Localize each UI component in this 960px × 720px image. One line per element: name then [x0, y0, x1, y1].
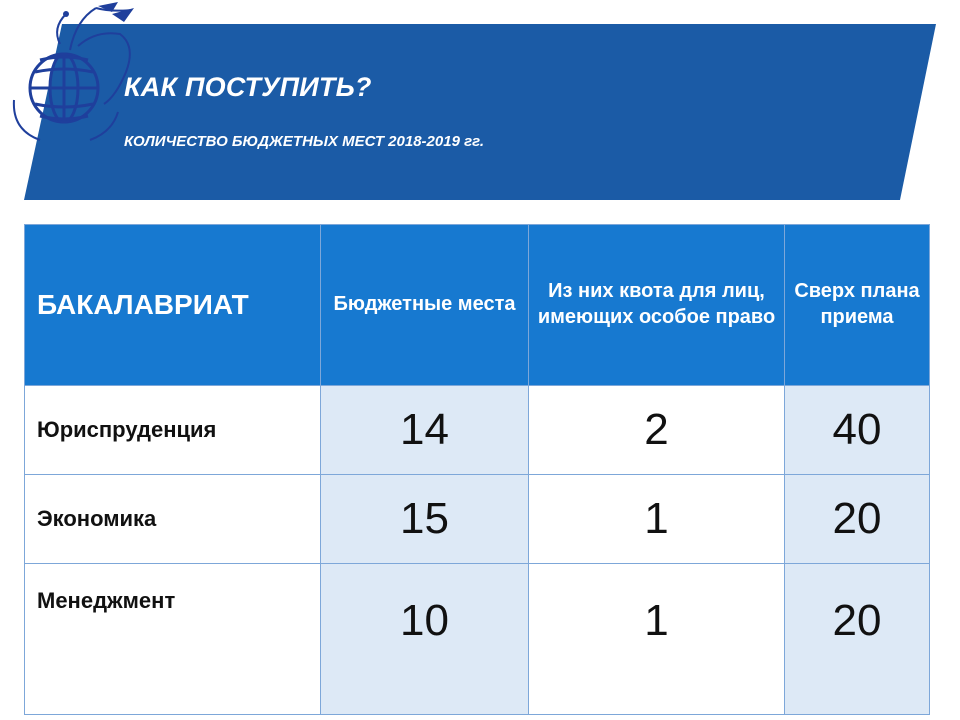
header-banner — [0, 0, 960, 210]
extra-plan-value: 40 — [785, 386, 930, 475]
table-row — [25, 386, 930, 475]
quota-value: 1 — [529, 564, 785, 715]
quota-value: 1 — [529, 475, 785, 564]
page-title: КАК ПОСТУПИТЬ? — [124, 72, 372, 102]
extra-plan-value: 20 — [785, 564, 930, 715]
extra-plan-value: 20 — [785, 475, 930, 564]
budget-places-table — [24, 224, 930, 715]
column-header-extra: Сверх плана приема — [785, 225, 930, 386]
table-row — [25, 475, 930, 564]
table-row — [25, 564, 930, 715]
budget-places-value: 14 — [321, 386, 529, 475]
program-name: Менеджмент — [25, 564, 321, 715]
table-header-row — [25, 225, 930, 386]
column-header-quota: Из них квота для лиц, имеющих особое право — [529, 225, 785, 386]
program-name: Юриспруденция — [25, 386, 321, 475]
program-name: Экономика — [25, 475, 321, 564]
banner-background — [0, 0, 960, 210]
page-subtitle: КОЛИЧЕСТВО БЮДЖЕТНЫХ МЕСТ 2018-2019 гг. — [124, 133, 485, 150]
column-header-bachelor: БАКАЛАВРИАТ — [25, 225, 321, 386]
budget-places-value: 15 — [321, 475, 529, 564]
budget-places-value: 10 — [321, 564, 529, 715]
university-globe-logo-icon — [0, 0, 140, 150]
column-header-budget: Бюджетные места — [321, 225, 529, 386]
quota-value: 2 — [529, 386, 785, 475]
